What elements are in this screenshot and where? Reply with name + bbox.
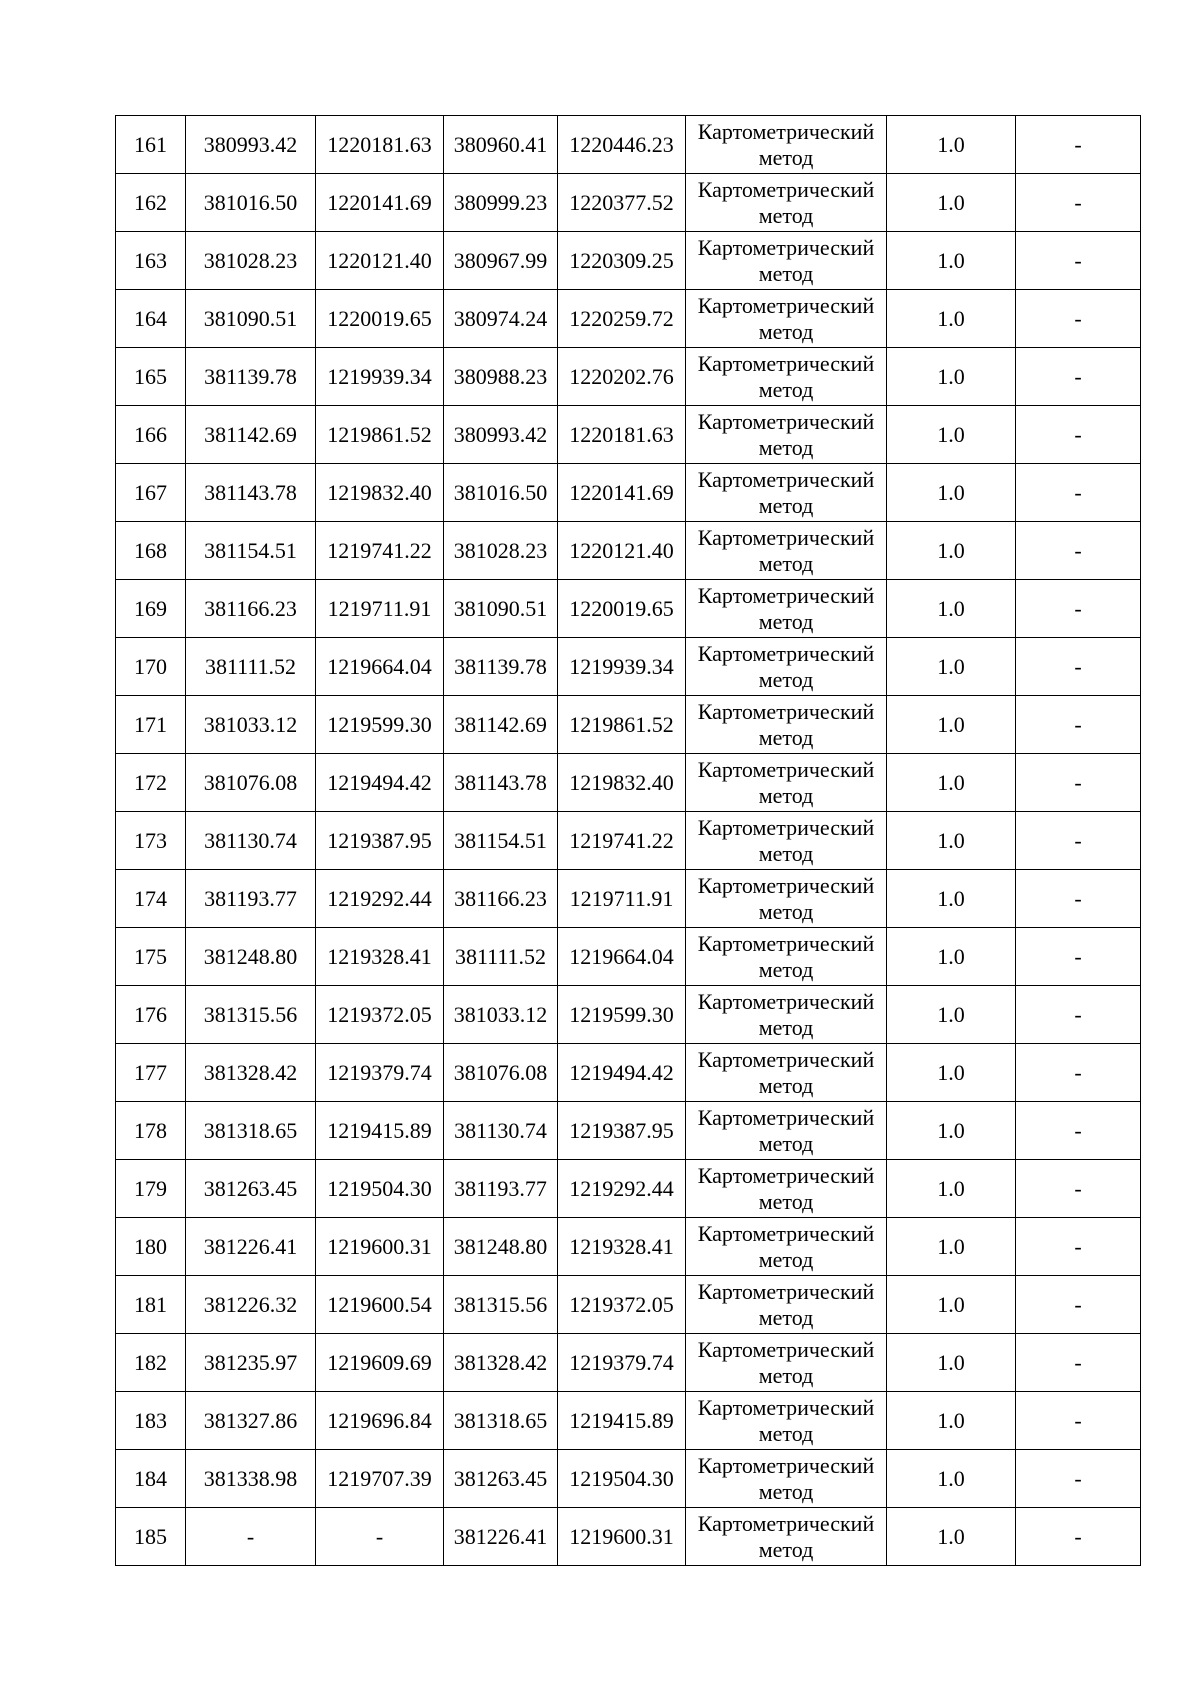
method-cell: Картометрический метод [686, 1276, 887, 1334]
x-coordinate-cell: 381139.78 [186, 348, 316, 406]
x-coordinate-cell: 381111.52 [186, 638, 316, 696]
x-coordinate-cell: 381318.65 [186, 1102, 316, 1160]
y-coordinate-cell: 1219832.40 [316, 464, 444, 522]
note-cell: - [1016, 928, 1141, 986]
y-prev-coordinate-cell: 1219379.74 [558, 1334, 686, 1392]
accuracy-cell: 1.0 [887, 1450, 1016, 1508]
coordinates-table [115, 115, 1141, 1566]
method-cell: Картометрический метод [686, 348, 887, 406]
method-cell: Картометрический метод [686, 928, 887, 986]
method-cell: Картометрический метод [686, 232, 887, 290]
point-number-cell: 162 [116, 174, 186, 232]
x-coordinate-cell: 381090.51 [186, 290, 316, 348]
y-coordinate-cell: 1219504.30 [316, 1160, 444, 1218]
accuracy-cell: 1.0 [887, 812, 1016, 870]
x-coordinate-cell: 380993.42 [186, 116, 316, 174]
point-number-cell: 163 [116, 232, 186, 290]
y-coordinate-cell: 1219379.74 [316, 1044, 444, 1102]
x-coordinate-cell: 381328.42 [186, 1044, 316, 1102]
x-coordinate-cell: 381016.50 [186, 174, 316, 232]
y-prev-coordinate-cell: 1219504.30 [558, 1450, 686, 1508]
point-number-cell: 185 [116, 1508, 186, 1566]
table-row [116, 1450, 1141, 1508]
x-coordinate-cell: 381033.12 [186, 696, 316, 754]
y-prev-coordinate-cell: 1219599.30 [558, 986, 686, 1044]
x-prev-coordinate-cell: 381139.78 [444, 638, 558, 696]
x-coordinate-cell: 381166.23 [186, 580, 316, 638]
table-row [116, 116, 1141, 174]
table-row [116, 1160, 1141, 1218]
method-cell: Картометрический метод [686, 1160, 887, 1218]
x-coordinate-cell: 381028.23 [186, 232, 316, 290]
table-row [116, 290, 1141, 348]
point-number-cell: 174 [116, 870, 186, 928]
y-coordinate-cell: 1219494.42 [316, 754, 444, 812]
accuracy-cell: 1.0 [887, 290, 1016, 348]
y-coordinate-cell: 1219600.54 [316, 1276, 444, 1334]
y-prev-coordinate-cell: 1219664.04 [558, 928, 686, 986]
y-prev-coordinate-cell: 1219861.52 [558, 696, 686, 754]
y-coordinate-cell: 1219707.39 [316, 1450, 444, 1508]
note-cell: - [1016, 1508, 1141, 1566]
x-prev-coordinate-cell: 381028.23 [444, 522, 558, 580]
point-number-cell: 175 [116, 928, 186, 986]
x-coordinate-cell: 381235.97 [186, 1334, 316, 1392]
y-coordinate-cell: 1219741.22 [316, 522, 444, 580]
x-prev-coordinate-cell: 380967.99 [444, 232, 558, 290]
point-number-cell: 176 [116, 986, 186, 1044]
table-row [116, 638, 1141, 696]
table-row [116, 812, 1141, 870]
y-coordinate-cell: 1219387.95 [316, 812, 444, 870]
x-coordinate-cell: 381315.56 [186, 986, 316, 1044]
note-cell: - [1016, 1102, 1141, 1160]
note-cell: - [1016, 1392, 1141, 1450]
accuracy-cell: 1.0 [887, 348, 1016, 406]
table-row [116, 754, 1141, 812]
y-prev-coordinate-cell: 1220309.25 [558, 232, 686, 290]
point-number-cell: 172 [116, 754, 186, 812]
method-cell: Картометрический метод [686, 290, 887, 348]
x-prev-coordinate-cell: 381142.69 [444, 696, 558, 754]
x-coordinate-cell: 381226.41 [186, 1218, 316, 1276]
method-cell: Картометрический метод [686, 638, 887, 696]
y-coordinate-cell: 1220141.69 [316, 174, 444, 232]
accuracy-cell: 1.0 [887, 696, 1016, 754]
x-prev-coordinate-cell: 380999.23 [444, 174, 558, 232]
table-row [116, 1102, 1141, 1160]
y-prev-coordinate-cell: 1220446.23 [558, 116, 686, 174]
x-prev-coordinate-cell: 381328.42 [444, 1334, 558, 1392]
y-prev-coordinate-cell: 1219832.40 [558, 754, 686, 812]
y-coordinate-cell: 1219600.31 [316, 1218, 444, 1276]
table-row [116, 1276, 1141, 1334]
accuracy-cell: 1.0 [887, 754, 1016, 812]
note-cell: - [1016, 1218, 1141, 1276]
table-row [116, 406, 1141, 464]
method-cell: Картометрический метод [686, 1392, 887, 1450]
y-prev-coordinate-cell: 1219328.41 [558, 1218, 686, 1276]
x-coordinate-cell: 381076.08 [186, 754, 316, 812]
y-coordinate-cell: 1219861.52 [316, 406, 444, 464]
table-row [116, 986, 1141, 1044]
x-coordinate-cell: 381143.78 [186, 464, 316, 522]
method-cell: Картометрический метод [686, 464, 887, 522]
y-coordinate-cell: 1219609.69 [316, 1334, 444, 1392]
point-number-cell: 165 [116, 348, 186, 406]
y-coordinate-cell: - [316, 1508, 444, 1566]
x-prev-coordinate-cell: 381315.56 [444, 1276, 558, 1334]
x-coordinate-cell: 381327.86 [186, 1392, 316, 1450]
point-number-cell: 170 [116, 638, 186, 696]
accuracy-cell: 1.0 [887, 1392, 1016, 1450]
table-row [116, 232, 1141, 290]
y-coordinate-cell: 1220121.40 [316, 232, 444, 290]
x-prev-coordinate-cell: 380974.24 [444, 290, 558, 348]
x-prev-coordinate-cell: 381226.41 [444, 1508, 558, 1566]
x-prev-coordinate-cell: 381318.65 [444, 1392, 558, 1450]
accuracy-cell: 1.0 [887, 870, 1016, 928]
y-prev-coordinate-cell: 1219600.31 [558, 1508, 686, 1566]
x-prev-coordinate-cell: 381090.51 [444, 580, 558, 638]
y-coordinate-cell: 1219711.91 [316, 580, 444, 638]
note-cell: - [1016, 638, 1141, 696]
point-number-cell: 164 [116, 290, 186, 348]
method-cell: Картометрический метод [686, 870, 887, 928]
accuracy-cell: 1.0 [887, 1276, 1016, 1334]
note-cell: - [1016, 232, 1141, 290]
method-cell: Картометрический метод [686, 406, 887, 464]
x-coordinate-cell: - [186, 1508, 316, 1566]
point-number-cell: 167 [116, 464, 186, 522]
point-number-cell: 183 [116, 1392, 186, 1450]
method-cell: Картометрический метод [686, 116, 887, 174]
y-coordinate-cell: 1219664.04 [316, 638, 444, 696]
y-coordinate-cell: 1219328.41 [316, 928, 444, 986]
y-coordinate-cell: 1219292.44 [316, 870, 444, 928]
y-prev-coordinate-cell: 1219372.05 [558, 1276, 686, 1334]
method-cell: Картометрический метод [686, 1102, 887, 1160]
point-number-cell: 184 [116, 1450, 186, 1508]
x-prev-coordinate-cell: 381143.78 [444, 754, 558, 812]
x-coordinate-cell: 381226.32 [186, 1276, 316, 1334]
accuracy-cell: 1.0 [887, 1102, 1016, 1160]
table-row [116, 464, 1141, 522]
note-cell: - [1016, 870, 1141, 928]
x-prev-coordinate-cell: 381166.23 [444, 870, 558, 928]
method-cell: Картометрический метод [686, 522, 887, 580]
method-cell: Картометрический метод [686, 754, 887, 812]
x-coordinate-cell: 381154.51 [186, 522, 316, 580]
table-row [116, 522, 1141, 580]
method-cell: Картометрический метод [686, 1044, 887, 1102]
point-number-cell: 181 [116, 1276, 186, 1334]
y-prev-coordinate-cell: 1220259.72 [558, 290, 686, 348]
accuracy-cell: 1.0 [887, 116, 1016, 174]
note-cell: - [1016, 696, 1141, 754]
y-prev-coordinate-cell: 1219741.22 [558, 812, 686, 870]
x-prev-coordinate-cell: 381248.80 [444, 1218, 558, 1276]
y-prev-coordinate-cell: 1219939.34 [558, 638, 686, 696]
x-prev-coordinate-cell: 381033.12 [444, 986, 558, 1044]
point-number-cell: 178 [116, 1102, 186, 1160]
x-prev-coordinate-cell: 380988.23 [444, 348, 558, 406]
point-number-cell: 169 [116, 580, 186, 638]
x-prev-coordinate-cell: 380993.42 [444, 406, 558, 464]
accuracy-cell: 1.0 [887, 1044, 1016, 1102]
x-prev-coordinate-cell: 381263.45 [444, 1450, 558, 1508]
note-cell: - [1016, 1276, 1141, 1334]
note-cell: - [1016, 986, 1141, 1044]
y-prev-coordinate-cell: 1220141.69 [558, 464, 686, 522]
point-number-cell: 171 [116, 696, 186, 754]
point-number-cell: 166 [116, 406, 186, 464]
x-prev-coordinate-cell: 381016.50 [444, 464, 558, 522]
point-number-cell: 179 [116, 1160, 186, 1218]
x-coordinate-cell: 381338.98 [186, 1450, 316, 1508]
note-cell: - [1016, 754, 1141, 812]
method-cell: Картометрический метод [686, 812, 887, 870]
method-cell: Картометрический метод [686, 1218, 887, 1276]
y-coordinate-cell: 1219939.34 [316, 348, 444, 406]
note-cell: - [1016, 812, 1141, 870]
x-prev-coordinate-cell: 380960.41 [444, 116, 558, 174]
note-cell: - [1016, 580, 1141, 638]
method-cell: Картометрический метод [686, 696, 887, 754]
y-coordinate-cell: 1219696.84 [316, 1392, 444, 1450]
point-number-cell: 177 [116, 1044, 186, 1102]
accuracy-cell: 1.0 [887, 580, 1016, 638]
x-coordinate-cell: 381248.80 [186, 928, 316, 986]
y-prev-coordinate-cell: 1220181.63 [558, 406, 686, 464]
accuracy-cell: 1.0 [887, 1334, 1016, 1392]
method-cell: Картометрический метод [686, 1450, 887, 1508]
note-cell: - [1016, 522, 1141, 580]
x-coordinate-cell: 381142.69 [186, 406, 316, 464]
x-coordinate-cell: 381130.74 [186, 812, 316, 870]
table-row [116, 870, 1141, 928]
point-number-cell: 161 [116, 116, 186, 174]
method-cell: Картометрический метод [686, 1334, 887, 1392]
method-cell: Картометрический метод [686, 1508, 887, 1566]
table-row [116, 1044, 1141, 1102]
y-prev-coordinate-cell: 1219494.42 [558, 1044, 686, 1102]
note-cell: - [1016, 464, 1141, 522]
note-cell: - [1016, 1044, 1141, 1102]
y-prev-coordinate-cell: 1219292.44 [558, 1160, 686, 1218]
table-row [116, 348, 1141, 406]
table-body [116, 116, 1141, 1566]
point-number-cell: 182 [116, 1334, 186, 1392]
accuracy-cell: 1.0 [887, 638, 1016, 696]
y-coordinate-cell: 1219372.05 [316, 986, 444, 1044]
y-prev-coordinate-cell: 1219415.89 [558, 1392, 686, 1450]
accuracy-cell: 1.0 [887, 232, 1016, 290]
point-number-cell: 173 [116, 812, 186, 870]
note-cell: - [1016, 406, 1141, 464]
accuracy-cell: 1.0 [887, 986, 1016, 1044]
note-cell: - [1016, 116, 1141, 174]
x-coordinate-cell: 381263.45 [186, 1160, 316, 1218]
point-number-cell: 180 [116, 1218, 186, 1276]
y-prev-coordinate-cell: 1219387.95 [558, 1102, 686, 1160]
table-row [116, 174, 1141, 232]
y-coordinate-cell: 1220019.65 [316, 290, 444, 348]
method-cell: Картометрический метод [686, 986, 887, 1044]
accuracy-cell: 1.0 [887, 1508, 1016, 1566]
accuracy-cell: 1.0 [887, 928, 1016, 986]
accuracy-cell: 1.0 [887, 464, 1016, 522]
method-cell: Картометрический метод [686, 580, 887, 638]
y-prev-coordinate-cell: 1220377.52 [558, 174, 686, 232]
y-coordinate-cell: 1219415.89 [316, 1102, 444, 1160]
x-prev-coordinate-cell: 381193.77 [444, 1160, 558, 1218]
accuracy-cell: 1.0 [887, 1160, 1016, 1218]
accuracy-cell: 1.0 [887, 174, 1016, 232]
table-row [116, 1392, 1141, 1450]
table-row [116, 1218, 1141, 1276]
note-cell: - [1016, 174, 1141, 232]
y-prev-coordinate-cell: 1219711.91 [558, 870, 686, 928]
y-coordinate-cell: 1219599.30 [316, 696, 444, 754]
point-number-cell: 168 [116, 522, 186, 580]
x-prev-coordinate-cell: 381154.51 [444, 812, 558, 870]
note-cell: - [1016, 1160, 1141, 1218]
x-coordinate-cell: 381193.77 [186, 870, 316, 928]
y-prev-coordinate-cell: 1220121.40 [558, 522, 686, 580]
y-coordinate-cell: 1220181.63 [316, 116, 444, 174]
table-row [116, 580, 1141, 638]
table-row [116, 696, 1141, 754]
note-cell: - [1016, 1334, 1141, 1392]
accuracy-cell: 1.0 [887, 522, 1016, 580]
method-cell: Картометрический метод [686, 174, 887, 232]
x-prev-coordinate-cell: 381076.08 [444, 1044, 558, 1102]
x-prev-coordinate-cell: 381111.52 [444, 928, 558, 986]
note-cell: - [1016, 1450, 1141, 1508]
y-prev-coordinate-cell: 1220019.65 [558, 580, 686, 638]
accuracy-cell: 1.0 [887, 1218, 1016, 1276]
note-cell: - [1016, 290, 1141, 348]
note-cell: - [1016, 348, 1141, 406]
table-row [116, 1334, 1141, 1392]
y-prev-coordinate-cell: 1220202.76 [558, 348, 686, 406]
accuracy-cell: 1.0 [887, 406, 1016, 464]
x-prev-coordinate-cell: 381130.74 [444, 1102, 558, 1160]
table-row [116, 928, 1141, 986]
table-row [116, 1508, 1141, 1566]
